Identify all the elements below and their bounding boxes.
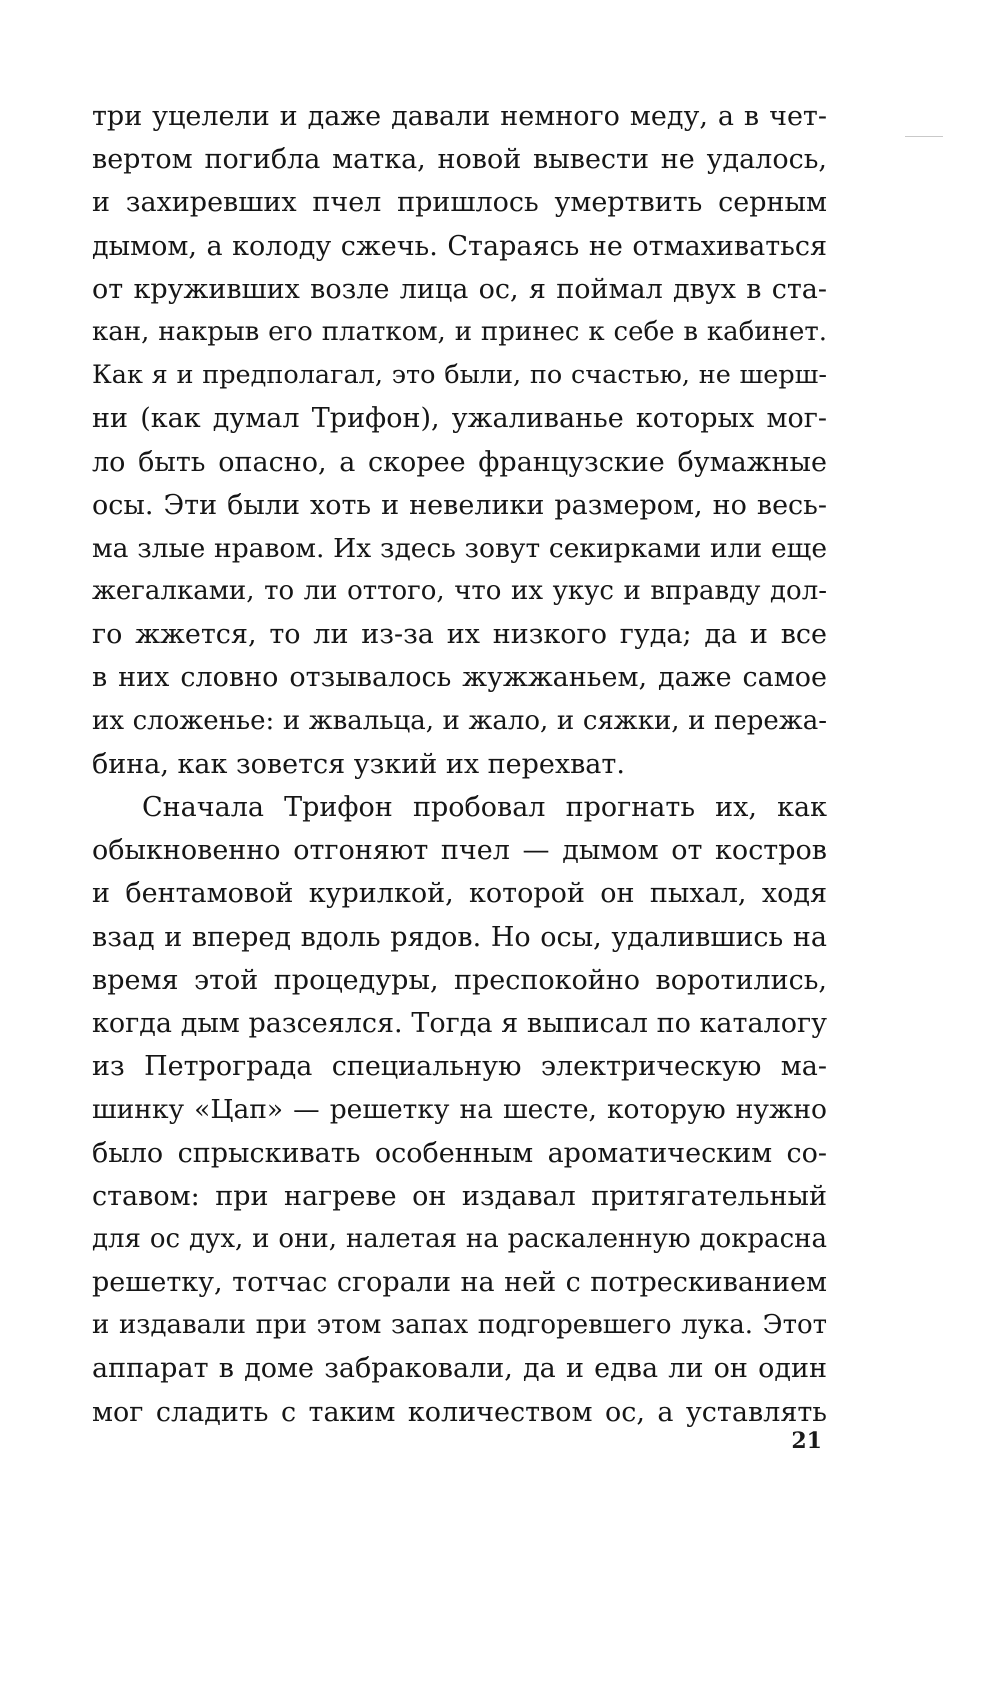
text-line: из Петрограда специальную электрическую ма- (92, 1051, 827, 1083)
scan-speck (905, 136, 943, 137)
text-line: бина, как зовется узкий их перехват. (92, 748, 625, 780)
text-line: шинку «Цап» — решетку на шесте, которую нужно (92, 1094, 827, 1126)
text-line: и захиревших пчел пришлось умертвить серным (92, 187, 827, 219)
text-line: дымом, а колоду сжечь. Стараясь не отмахиваться (92, 230, 827, 262)
text-line: Сначала Трифон пробовал прогнать их, как (142, 792, 827, 823)
text-line: когда дым разсеялся. Тогда я выписал по каталогу (92, 1007, 827, 1039)
text-line: осы. Эти были хоть и невелики размером, но весь- (92, 489, 827, 521)
text-line: в них словно отзывалось жужжаньем, даже самое (92, 662, 827, 694)
text-line: Как я и предполагал, это были, по счастью, не шерш- (92, 360, 827, 391)
text-line: го жжется, то ли из-за их низкого гуда; да и все (92, 619, 827, 651)
text-line: их сложенье: и жвальца, и жало, и сяжки, и пережа- (92, 705, 827, 736)
text-line: и издавали при этом запах подгоревшего лука. Этот (92, 1310, 827, 1341)
text-line: ни (как думал Трифон), ужаливанье которых мог- (92, 403, 827, 435)
text-line: для ос дух, и они, налетая на раскаленную докрасна (92, 1223, 827, 1254)
text-line: обыкновенно отгоняют пчел — дымом от костров (92, 835, 827, 867)
text-line: три уцелели и даже давали немного меду, а в чет- (92, 101, 827, 132)
text-line: и бентамовой курилкой, которой он пыхал, ходя (92, 878, 827, 910)
text-line: ло быть опасно, а скорее французские бумажные (92, 446, 827, 478)
text-line: от круживших возле лица ос, я поймал двух в ста- (92, 273, 827, 305)
text-line: было спрыскивать особенным ароматическим со- (92, 1137, 827, 1169)
text-line: аппарат в доме забраковали, да и едва ли он один (92, 1353, 827, 1385)
text-line: время этой процедуры, преспокойно воротились, (92, 964, 827, 996)
text-line: кан, накрыв его платком, и принес к себе в кабинет. (92, 316, 827, 347)
page-number: 21 (791, 1428, 822, 1454)
text-line: решетку, тотчас сгорали на ней с потрескиванием (92, 1267, 827, 1299)
text-line: взад и вперед вдоль рядов. Но осы, удалившись на (92, 921, 827, 953)
text-line: ма злые нравом. Их здесь зовут секирками или еще (92, 532, 827, 564)
body-text (92, 95, 827, 1434)
text-line: ставом: при нагреве он издавал притягательный (92, 1180, 827, 1212)
text-line: вертом погибла матка, новой вывести не удалось, (92, 144, 827, 176)
text-line: жегалками, то ли оттого, что их укус и вправду дол- (92, 576, 827, 607)
text-line: мог сладить с таким количеством ос, а уставлять (92, 1396, 827, 1428)
